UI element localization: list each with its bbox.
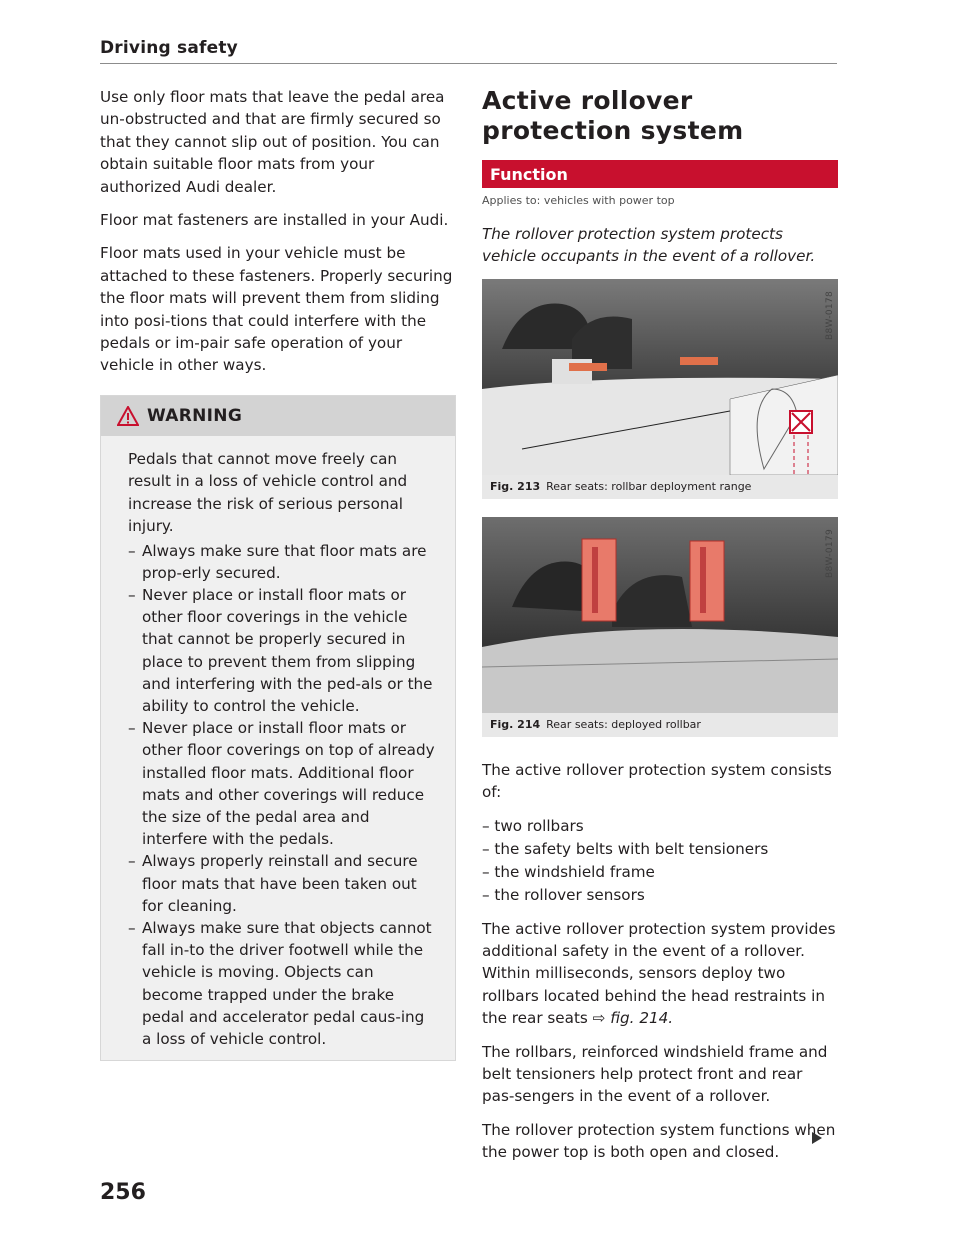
- running-header: Driving safety: [100, 38, 238, 58]
- figure-label: Fig. 213: [490, 480, 541, 494]
- figure-id: B8W-0179: [825, 528, 835, 578]
- paragraph: Floor mat fasteners are installed in your Audi.: [100, 211, 449, 230]
- warning-item: – Never place or install floor mats or other floor coverings on top of already installed floor mats. Additional floor mats and other coverings will reduce the size of the pedal area and interfere with the pedals.: [128, 717, 435, 850]
- warning-item: – Always make sure that floor mats are prop-erly secured.: [128, 540, 435, 584]
- applies-note: Applies to: vehicles with power top: [482, 194, 675, 207]
- figure-label: Fig. 214: [490, 718, 541, 732]
- warning-item: – Always properly reinstall and secure floor mats that have been taken out for cleaning.: [128, 850, 435, 917]
- warning-body: [101, 436, 455, 1050]
- figure-213-image: [482, 279, 838, 475]
- rollbar-range-illustration: [482, 279, 838, 475]
- body-text: [482, 759, 838, 1164]
- figure-reference-link[interactable]: ⇨ fig. 214.: [592, 1009, 674, 1028]
- figure-caption: [482, 713, 838, 737]
- figure-caption-text: Rear seats: deployed rollbar: [546, 718, 701, 732]
- paragraph: The rollover protection system functions when the power top is both open and closed.: [482, 1120, 836, 1162]
- component-item: – the windshield frame: [482, 862, 655, 881]
- page-number: 256: [100, 1180, 146, 1205]
- paragraph-text: The active rollover protection system provides additional safety in the event of a rollover. Within milliseconds, sensors deploy two rollbars located behind the head restraints in the rear seats: [482, 919, 836, 1028]
- warning-intro: Pedals that cannot move freely can result in a loss of vehicle control and increase the risk of serious personal injury.: [128, 449, 408, 536]
- left-column: [100, 86, 456, 1061]
- figure-id: B8W-0178: [825, 290, 835, 340]
- component-list: [482, 815, 838, 907]
- deployed-rollbar-illustration: [482, 517, 838, 713]
- paragraph: The active rollover protection system consists of:: [482, 760, 832, 802]
- paragraph: Floor mats used in your vehicle must be attached to these fasteners. Properly securing the floor mats will prevent them from sliding into posi-tions that could interfere with the pedals or im-pair safe operation of your vehicle in other ways.: [100, 244, 453, 375]
- function-bar: Function: [482, 160, 838, 188]
- warning-item: – Always make sure that objects cannot fall in-to the driver footwell while the vehicle is moving. Objects can become trapped under the brake pedal and accelerator pedal caus-ing a loss of vehicle control.: [128, 917, 435, 1050]
- warning-box: [100, 395, 456, 1061]
- continue-arrow-icon: [812, 1132, 822, 1144]
- warning-triangle-icon: [117, 406, 139, 426]
- component-item: – the rollover sensors: [482, 885, 645, 904]
- figure-caption-text: Rear seats: rollbar deployment range: [546, 480, 752, 494]
- figure-214: [482, 517, 838, 737]
- warning-list: [128, 540, 435, 1051]
- warning-header: [101, 396, 455, 436]
- figure-214-image: [482, 517, 838, 713]
- paragraph: The rollbars, reinforced windshield frame and belt tensioners help protect front and rear pas-sengers in the event of a rollover.: [482, 1042, 828, 1106]
- paragraph: Use only floor mats that leave the pedal area un-obstructed and that are firmly secured so that they cannot slip out of position. You can obtain suitable floor mats from your authorized Audi dealer.: [100, 88, 445, 196]
- header-rule: [100, 63, 837, 64]
- paragraph: [482, 918, 838, 1030]
- right-column: [482, 80, 838, 1175]
- warning-item: – Never place or install floor mats or other floor coverings in the vehicle that cannot be properly secured in place to prevent them from slipping and interfering with the ped-als or the ability to control the vehicle.: [128, 584, 435, 717]
- intro-text: The rollover protection system protects vehicle occupants in the event of a rollover.: [482, 225, 816, 266]
- figure-caption: [482, 475, 838, 499]
- figure-213: [482, 279, 838, 499]
- section-title: Active rollover protection system: [482, 86, 744, 145]
- component-item: – two rollbars: [482, 816, 584, 835]
- component-item: – the safety belts with belt tensioners: [482, 839, 769, 858]
- warning-title: WARNING: [147, 405, 243, 426]
